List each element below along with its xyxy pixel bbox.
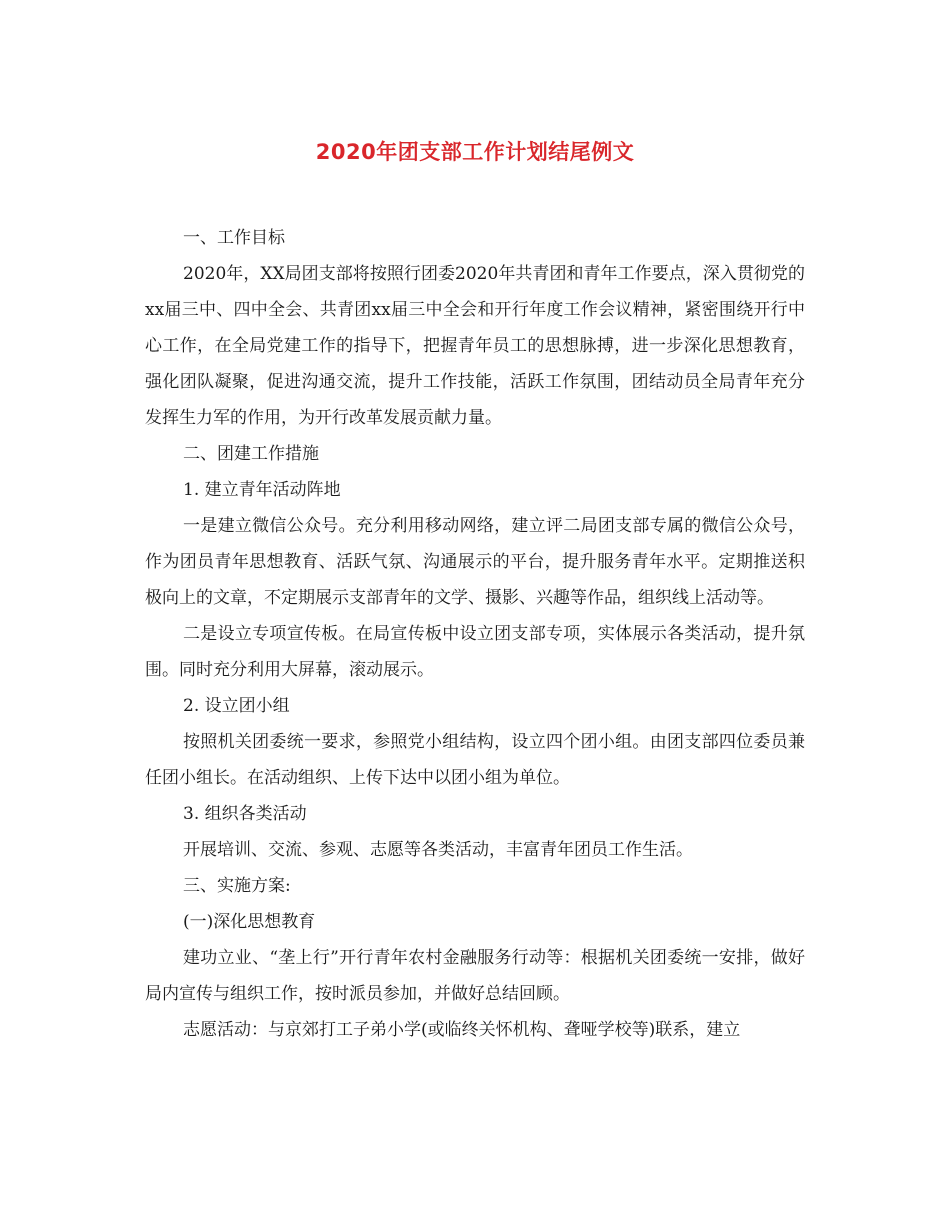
- paragraph-education: 建功立业、“垄上行”开行青年农村金融服务行动等：根据机关团委统一安排，做好局内宣传与组织工作，按时派员参加，并做好总结回顾。: [145, 948, 805, 1004]
- paragraph-board: 二是设立专项宣传板。在局宣传板中设立团支部专项，实体展示各类活动，提升氛围。同时充分利用大屏幕，滚动展示。: [145, 624, 805, 680]
- section-heading-plan: 三、实施方案:: [183, 876, 291, 896]
- paragraph-activities: 开展培训、交流、参观、志愿等各类活动，丰富青年团员工作生活。: [183, 840, 693, 860]
- subheading-education: (一)深化思想教育: [183, 912, 316, 932]
- document-title: 2020年团支部工作计划结尾例文: [315, 140, 635, 164]
- subheading-activity-base: 1. 建立青年活动阵地: [183, 480, 341, 500]
- subheading-activities: 3. 组织各类活动: [183, 804, 307, 824]
- paragraph-wechat: 一是建立微信公众号。充分利用移动网络，建立评二局团支部专属的微信公众号，作为团员青年思想教育、活跃气氛、沟通展示的平台，提升服务青年水平。定期推送积极向上的文章，不定期展示支部青年的文学、摄影、兴趣等作品，组织线上活动等。: [145, 516, 805, 608]
- subheading-groups: 2. 设立团小组: [183, 696, 290, 716]
- paragraph-goals: 2020年，XX局团支部将按照行团委2020年共青团和青年工作要点，深入贯彻党的xx届三中、四中全会、共青团xx届三中全会和开行年度工作会议精神，紧密围绕开行中心工作，在全局党建工作的指导下，把握青年员工的思想脉搏，进一步深化思想教育，强化团队凝聚，促进沟通交流，提升工作技能，活跃工作氛围，团结动员全局青年充分发挥生力军的作用，为开行改革发展贡献力量。: [145, 264, 805, 428]
- paragraph-volunteer: 志愿活动：与京郊打工子弟小学(或临终关怀机构、聋哑学校等)联系，建立: [183, 1020, 741, 1040]
- section-heading-measures: 二、团建工作措施: [183, 444, 319, 464]
- paragraph-groups: 按照机关团委统一要求，参照党小组结构，设立四个团小组。由团支部四位委员兼任团小组长。在活动组织、上传下达中以团小组为单位。: [145, 732, 805, 788]
- section-heading-goals: 一、工作目标: [183, 228, 285, 248]
- document-body: [145, 220, 805, 1048]
